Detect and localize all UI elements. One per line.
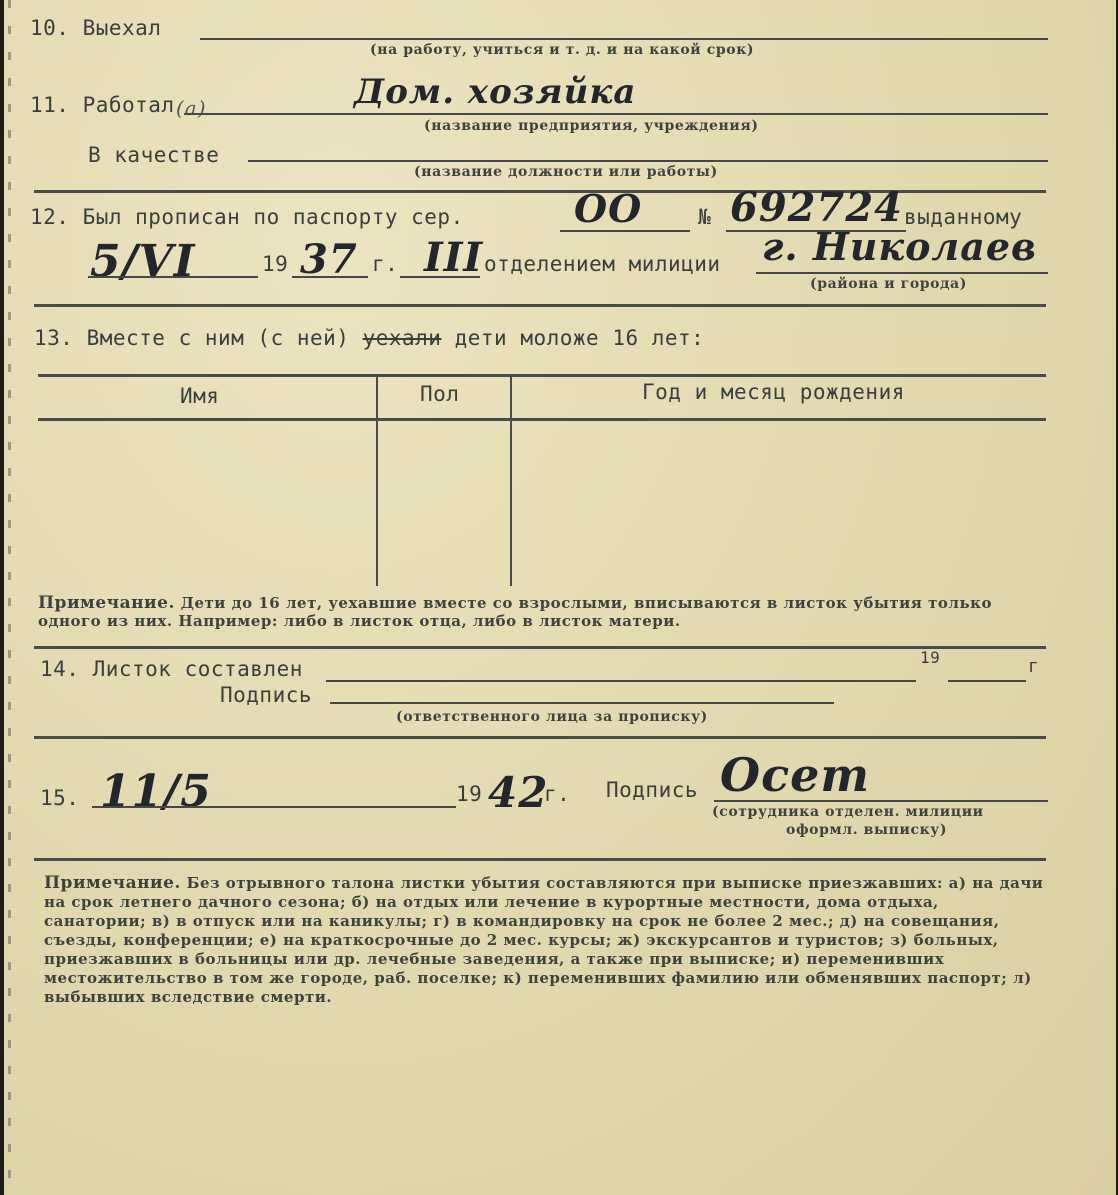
sign-hint: (ответственного лица за прописку) xyxy=(396,709,708,725)
issue-year-line xyxy=(292,276,368,278)
struck-word: уехали xyxy=(362,326,442,350)
year-suffix: г xyxy=(1028,656,1040,677)
table-col-divider xyxy=(510,376,512,586)
section-10-line xyxy=(200,38,1048,40)
section-11-line xyxy=(184,113,1048,115)
issue-date-line xyxy=(88,276,258,278)
issue-date: 5/VI xyxy=(90,236,196,287)
table-col-divider xyxy=(376,376,378,586)
section-11-label: 11. Работал xyxy=(30,93,175,117)
discharge-year: 42 xyxy=(488,768,549,817)
sign-label: Подпись xyxy=(220,683,313,707)
role-line xyxy=(248,160,1048,162)
perforation-edge xyxy=(4,0,18,1195)
section-divider xyxy=(34,646,1046,649)
office-number: III xyxy=(424,234,484,281)
sign-line xyxy=(330,702,834,704)
section-divider xyxy=(34,736,1046,739)
note-exceptions: Примечание. Без отрывного талона листки убытия составляются при выписке приезжавших: а) на дачи на срок летнего дачного сезона; б) на отдых или лечение в курортные местности, дома отдыха, санатории; в) в отпуск или на каникулы; г) в командировку на срок не более 2 мес.; д) на совещания, съезды, конференции; е) на краткосрочные до 2 мес. курсы; ж) экскурсантов и туристов; з) больных, приезжавших в больницы или др. лечебные заведения, а также при выписке; и) переменивших местожительство в том же городе, раб. поселке; к) переменивших фамилию или обменявших паспорт; л) выбывших вследствие смерти. xyxy=(44,873,1044,1006)
note-children: Примечание. Дети до 16 лет, уехавшие вместе со взрослыми, вписываются в листок убытия только одного из них. Например: либо в листок отца, либо в листок матери. xyxy=(38,593,992,630)
section-12-label: 12. Был прописан по паспорту сер. xyxy=(30,205,464,229)
officer-sign-line xyxy=(714,800,1048,802)
year-line xyxy=(948,680,1026,682)
officer-signature: Осет xyxy=(720,748,871,802)
section-11-occupation: Дом. хозяйка xyxy=(354,72,637,112)
year-prefix: 19 xyxy=(262,252,289,276)
passport-series: ОО xyxy=(574,186,643,231)
issued-label: выданному xyxy=(904,205,1023,229)
section-15-label: 15. xyxy=(40,786,80,810)
office-line xyxy=(400,276,480,278)
section-13-label: 13. Вместе с ним (с ней) уехали дети моложе 16 лет: xyxy=(34,326,705,350)
form-sheet xyxy=(4,0,1116,1195)
passport-number: 692724 xyxy=(730,184,903,231)
section-divider xyxy=(34,304,1046,307)
city-line xyxy=(756,272,1048,274)
discharge-date-line xyxy=(92,806,456,808)
col-sex-header: Пол xyxy=(420,382,460,406)
composed-line xyxy=(326,680,916,682)
discharge-date: 11/5 xyxy=(100,766,212,817)
section-14-label: 14. Листок составлен xyxy=(40,657,303,681)
year-prefix: 19 xyxy=(920,648,941,667)
col-birth-header: Год и месяц рождения xyxy=(642,380,905,404)
section-11-struck-suffix: (а) xyxy=(176,96,207,120)
officer-hint-2: оформл. выписку) xyxy=(786,822,948,838)
city: г. Николаев xyxy=(762,224,1037,269)
year-prefix: 19 xyxy=(456,782,483,806)
table-header-rule xyxy=(38,418,1046,421)
table-top-rule xyxy=(38,374,1046,377)
year-suffix: г. xyxy=(372,252,399,276)
officer-sign-label: Подпись xyxy=(606,778,699,802)
section-divider xyxy=(34,858,1046,861)
officer-hint-1: (сотрудника отделен. милиции xyxy=(712,804,984,820)
role-label: В качестве xyxy=(88,143,220,167)
section-10-hint: (на работу, учиться и т. д. и на какой срок) xyxy=(370,42,755,58)
issue-year: 37 xyxy=(300,236,358,283)
year-suffix: г. xyxy=(544,782,571,806)
city-hint: (района и города) xyxy=(810,276,967,292)
series-line xyxy=(560,230,690,232)
number-sign: № xyxy=(698,205,712,229)
section-10-label: 10. Выехал xyxy=(30,16,162,40)
role-hint: (название должности или работы) xyxy=(414,164,718,180)
section-11-hint: (название предприятия, учреждения) xyxy=(424,118,759,134)
dept-label: отделением милиции xyxy=(484,252,721,276)
col-name-header: Имя xyxy=(180,384,220,408)
